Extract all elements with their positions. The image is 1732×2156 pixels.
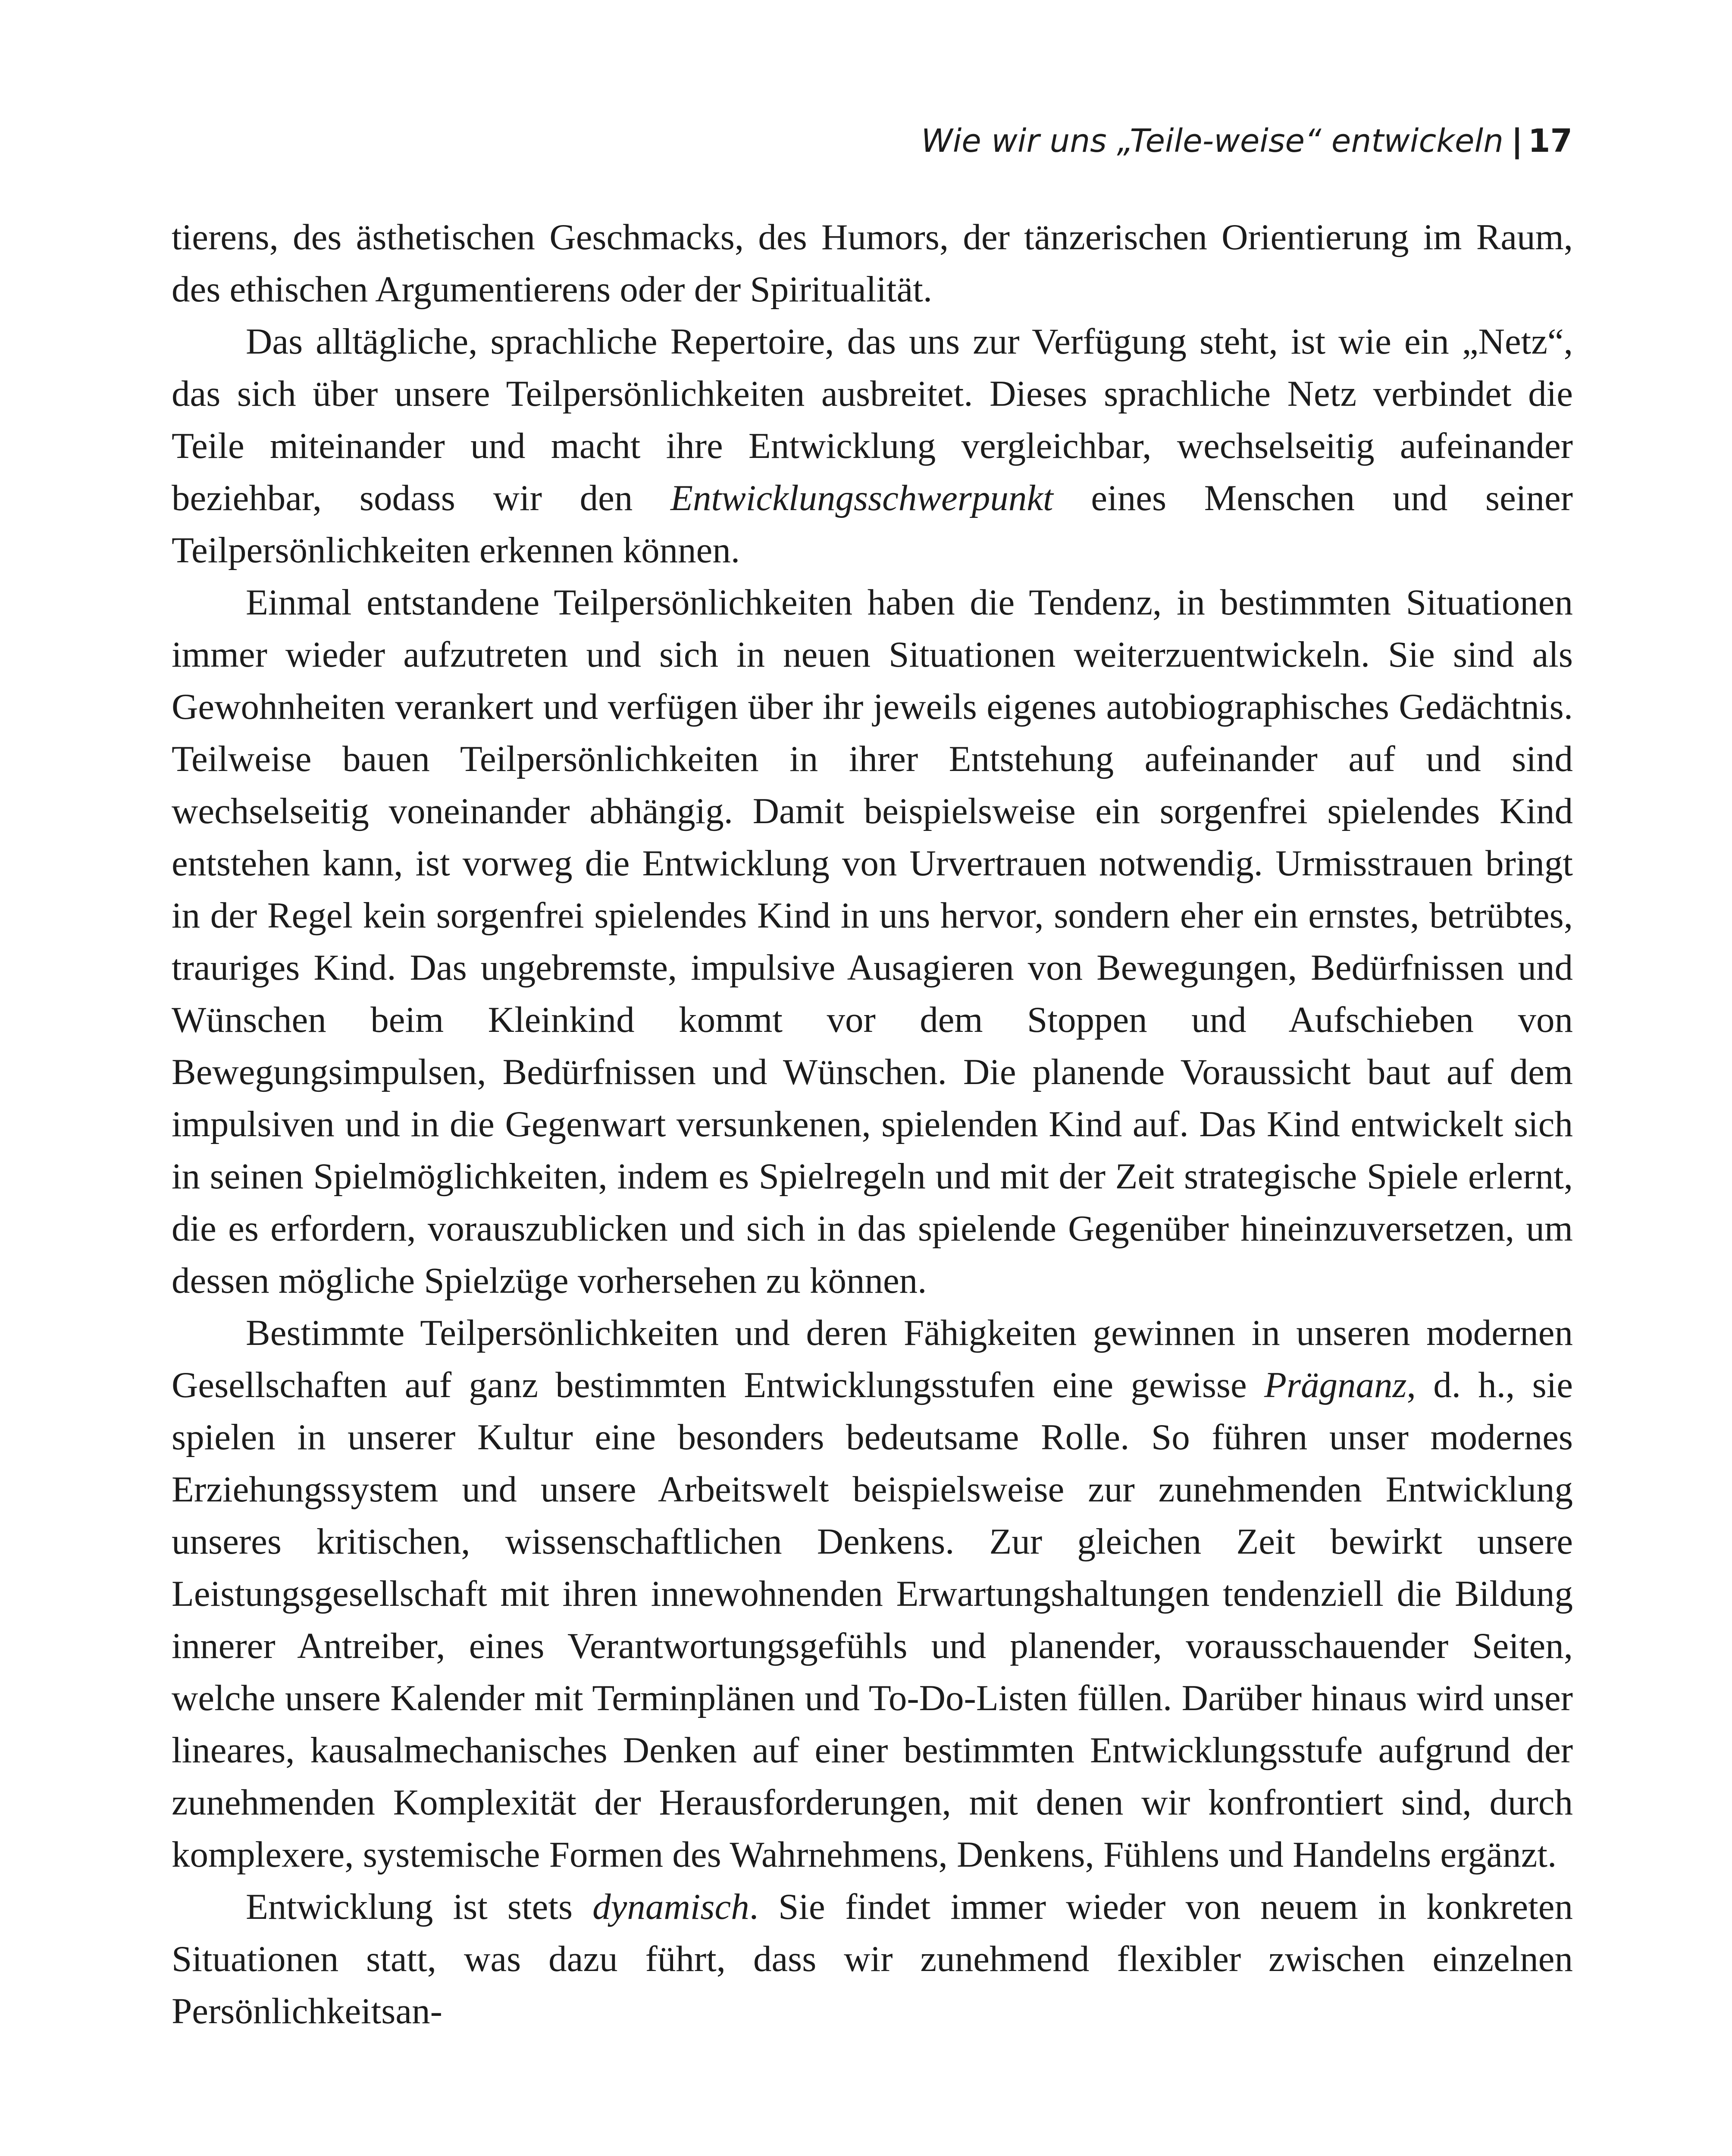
paragraph-text: Bestimmte Teilpersönlichkeiten und deren Fähigkeiten gewinnen in unseren modernen Gesellschaften auf ganz bestimmten Entwicklungsstufen eine gewisse — [172, 1313, 1573, 1405]
running-head — [921, 122, 1572, 160]
chapter-title: Wie wir uns „Teile-weise“ entwickeln — [921, 122, 1503, 160]
page-number: 17 — [1528, 122, 1572, 160]
paragraph-text: tierens, des ästhetischen Geschmacks, des Humors, der tänzerischen Orientierung im Raum, des ethischen Argumentierens oder der Spiritualität. — [172, 217, 1573, 310]
emphasized-term: Prägnanz — [1264, 1365, 1407, 1405]
paragraph — [172, 211, 1573, 316]
paragraph-text: Einmal entstandene Teilpersönlichkeiten haben die Tendenz, in bestimmten Situationen immer wieder aufzutreten und sich in neuen Situationen weiterzuentwickeln. Sie sind als Gewohnheiten verankert und verfügen über ihr jeweils eigenes autobiographisches Gedächtnis. Teilweise bauen Teilpersönlichkeiten in ihrer Entstehung aufeinander auf und sind wechselseitig voneinander abhängig. Damit beispielsweise ein sorgenfrei spielendes Kind entstehen kann, ist vorweg die Entwicklung von Urvertrauen notwendig. Urmisstrauen bringt in der Regel kein sorgenfrei spielendes Kind in uns hervor, sondern eher ein ernstes, betrübtes, trauriges Kind. Das ungebremste, impulsive Ausagieren von Bewegungen, Bedürfnissen und Wünschen beim Kleinkind kommt vor dem Stoppen und Aufschieben von Bewegungsimpulsen, Bedürfnissen und Wünschen. Die planende Voraussicht baut auf dem impulsiven und in die Gegenwart versunkenen, spielenden Kind auf. Das Kind entwickelt sich in seinen Spielmöglichkeiten, indem es Spielregeln und mit der Zeit strategische Spiele erlernt, die es erfordern, vorauszublicken und sich in das spielende Gegenüber hineinzuversetzen, um dessen mögliche Spielzüge vorhersehen zu können. — [172, 582, 1573, 1301]
paragraph-text: Entwicklung ist stets — [246, 1887, 593, 1927]
paragraph-text: eines Menschen und seiner Teilpersönlichkeiten erkennen können. — [172, 478, 1573, 570]
header-separator: | — [1511, 122, 1523, 160]
paragraph — [172, 316, 1573, 577]
paragraph-text: , d. h., sie spielen in unserer Kultur eine besonders bedeutsame Rolle. So führen unser modernes Erziehungssystem und unsere Arbeitswelt beispielsweise zur zunehmenden Entwicklung unseres kritischen, wissenschaftlichen Denkens. Zur gleichen Zeit bewirkt unsere Leistungsgesellschaft mit ihren innewohnenden Erwartungshaltungen tendenziell die Bildung innerer Antreiber, eines Verantwortungsgefühls und planender, vorausschauender Seiten, welche unsere Kalender mit Terminplänen und To-Do-Listen füllen. Darüber hinaus wird unser lineares, kausalmechanisches Denken auf einer bestimmten Entwicklungsstufe aufgrund der zunehmenden Komplexität der Herausforderungen, mit denen wir konfrontiert sind, durch komplexere, systemische Formen des Wahrnehmens, Denkens, Fühlens und Handelns ergänzt. — [172, 1365, 1573, 1875]
emphasized-term: Entwicklungsschwerpunkt — [670, 478, 1053, 518]
paragraph-text: Das alltägliche, sprachliche Repertoire, das uns zur Verfügung steht, ist wie ein „Netz“, das sich über unsere Teilpersönlichkeiten ausbreitet. Dieses sprachliche Netz verbindet die Teile miteinander und macht ihre Entwicklung vergleichbar, wechselseitig aufeinander beziehbar, sodass wir den — [172, 321, 1573, 518]
paragraph — [172, 577, 1573, 1307]
paragraph — [172, 1307, 1573, 1881]
body-text — [172, 211, 1573, 2037]
emphasized-term: dynamisch — [592, 1887, 749, 1927]
paragraph — [172, 1881, 1573, 2037]
paragraph-text: . Sie findet immer wieder von neuem in konkreten Situationen statt, was dazu führt, dass wir zunehmend flexibler zwischen einzelnen Persönlichkeitsan- — [172, 1887, 1573, 2031]
